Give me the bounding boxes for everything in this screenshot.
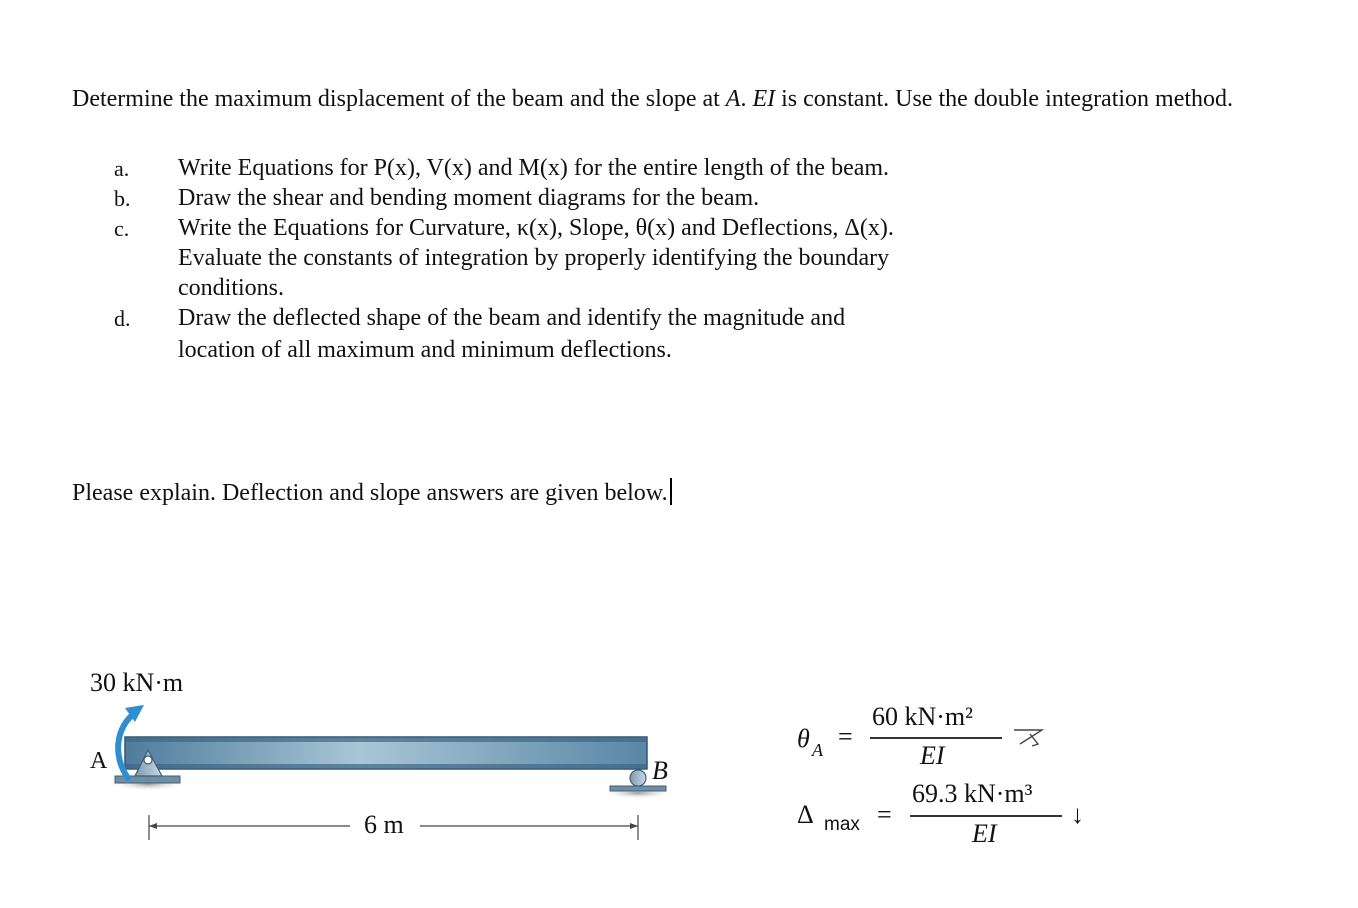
task-b-label: b. [114, 186, 131, 211]
support-a-label: A [90, 748, 108, 774]
delta-denominator: EI [972, 819, 997, 848]
theta-denominator: EI [920, 741, 945, 770]
note-text: Please explain. Deflection and slope answers are given below. [72, 480, 668, 506]
task-a-text: Write Equations for P(x), V(x) and M(x) for the entire length of the beam. [178, 155, 890, 181]
support-b-label: B [652, 756, 668, 785]
task-c-text-line1: Write the Equations for Curvature, κ(x), Slope, θ(x) and Deflections, Δ(x). [178, 215, 894, 241]
theta-fraction-bar [870, 737, 1002, 739]
delta-numerator: 69.3 kN·m³ [912, 779, 1033, 808]
moment-label: 30 kN·m [90, 668, 184, 697]
down-arrow-icon: ↓ [1071, 800, 1084, 829]
theta-symbol: θ [797, 724, 810, 753]
task-d-label: d. [114, 306, 131, 331]
span-length-label: 6 m [364, 810, 404, 839]
task-c-text-line3: conditions. [178, 275, 284, 301]
theta-subscript: A [812, 740, 823, 760]
theta-equals: = [838, 722, 853, 751]
delta-symbol: Δ [797, 800, 814, 829]
task-d-text-line1: Draw the deflected shape of the beam and identify the magnitude and [178, 305, 846, 331]
task-c-text-line2: Evaluate the constants of integration by properly identifying the boundary [178, 245, 890, 271]
problem-statement: Determine the maximum displacement of the beam and the slope at A. EI is constant. Use the double integration method. [72, 86, 1234, 112]
delta-fraction-bar [910, 815, 1062, 817]
task-b-text: Draw the shear and bending moment diagrams for the beam. [178, 185, 760, 211]
explanation-note[interactable] [72, 478, 672, 507]
rotation-direction-icon [1012, 726, 1046, 748]
theta-numerator: 60 kN·m² [872, 702, 973, 731]
task-d-text-line2: location of all maximum and minimum deflections. [178, 337, 672, 363]
task-c-label: c. [114, 216, 130, 241]
task-a-label: a. [114, 156, 130, 181]
delta-equals: = [877, 800, 892, 829]
beam-figure [80, 660, 700, 850]
text-cursor [670, 478, 672, 505]
delta-subscript: max [824, 814, 860, 835]
beam [125, 737, 647, 769]
